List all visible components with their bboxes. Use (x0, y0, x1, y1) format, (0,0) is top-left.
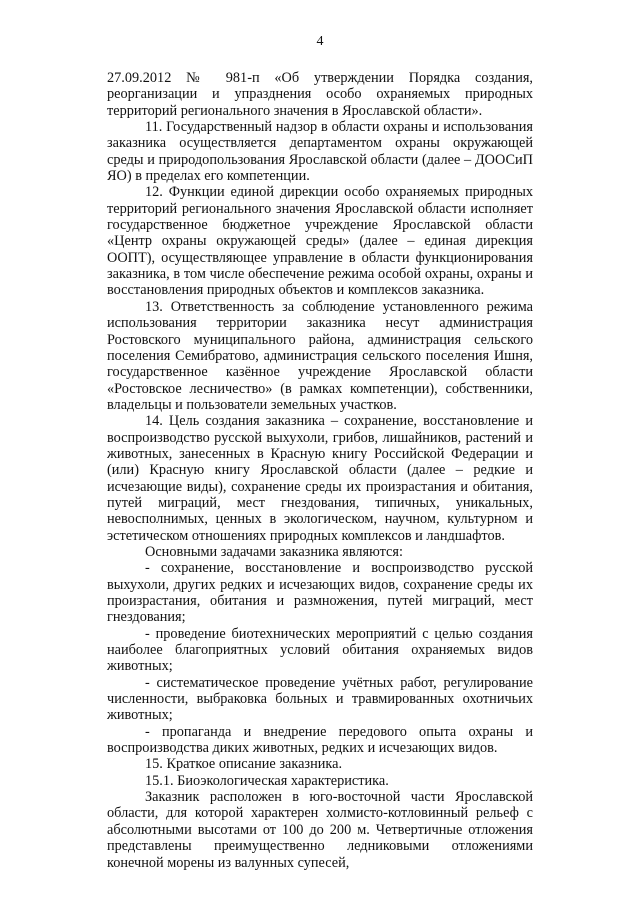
page-number: 4 (316, 34, 324, 49)
document-body (107, 70, 533, 871)
paragraph: 13. Ответственность за соблюдение установленного режима использования территории заказника несут администрация Ростовского муниципального района, администрация сельского поселения Семибратово, администрация сельского поселения Ишня, государственное казённое учреждение Ярославской области «Ростовское лесничество» (в рамках компетенции), собственники, владельцы и пользователи земельных участков. (107, 298, 533, 413)
paragraph: Заказник расположен в юго-восточной части Ярославской области, для которой характерен холмисто-котловинный рельеф с абсолютными высотами от 100 до 200 м. Четвертичные отложения представлены преимущественно ледниковыми отложениями конечной морены из валунных супесей, (107, 789, 533, 871)
paragraph: 12. Функции единой дирекции особо охраняемых природных территорий регионального значения Ярославской области исполняет государственное бюджетное учреждение Ярославской области «Центр охраны окружающей среды» (далее – единая дирекция ООПТ), осуществляющее управление в области функционирования заказника, в том числе обеспечение режима особой охраны, охраны и восстановления природных объектов и комплексов заказника. (107, 184, 533, 299)
paragraph: 15.1. Биоэкологическая характеристика. (145, 772, 389, 789)
paragraph: - сохранение, восстановление и воспроизводство русской выхухоли, других редких и исчезающих видов, сохранение среды их произрастания, обитания и размножения, путей миграций, мест гнездования; (107, 560, 533, 626)
paragraph: - пропаганда и внедрение передового опыта охраны и воспроизводства диких животных, редких и исчезающих видов. (107, 723, 533, 757)
paragraph: - систематическое проведение учётных работ, регулирование численности, выбраковка больных и травмированных охотничьих животных; (107, 674, 533, 724)
paragraph: 27.09.2012 № 981-п «Об утверждении Порядка создания, реорганизации и упразднения особо охраняемых природных территорий регионального значения в Ярославской области». (107, 70, 533, 119)
paragraph: - проведение биотехнических мероприятий с целью создания наиболее благоприятных условий обитания охраняемых видов животных; (107, 625, 533, 675)
paragraph: Основными задачами заказника являются: (145, 543, 403, 560)
paragraph: 11. Государственный надзор в области охраны и использования заказника осуществляется департаментом охраны окружающей среды и природопользования Ярославской области (далее – ДООСиП ЯО) в пределах его компетенции. (107, 119, 533, 185)
paragraph: 14. Цель создания заказника – сохранение, восстановление и воспроизводство русской выхухоли, грибов, лишайников, растений и животных, занесенных в Красную книгу Российской Федерации и (или) Красную книгу Ярославской области (далее – редкие и исчезающие виды), сохранение среды их произрастания и обитания, путей миграций, мест гнездования, типичных, уникальных, невосполнимых, ценных в экологическом, научном, культурном и эстетическом отношениях природных комплексов и ландшафтов. (107, 413, 533, 544)
paragraph: 15. Краткое описание заказника. (145, 756, 343, 773)
